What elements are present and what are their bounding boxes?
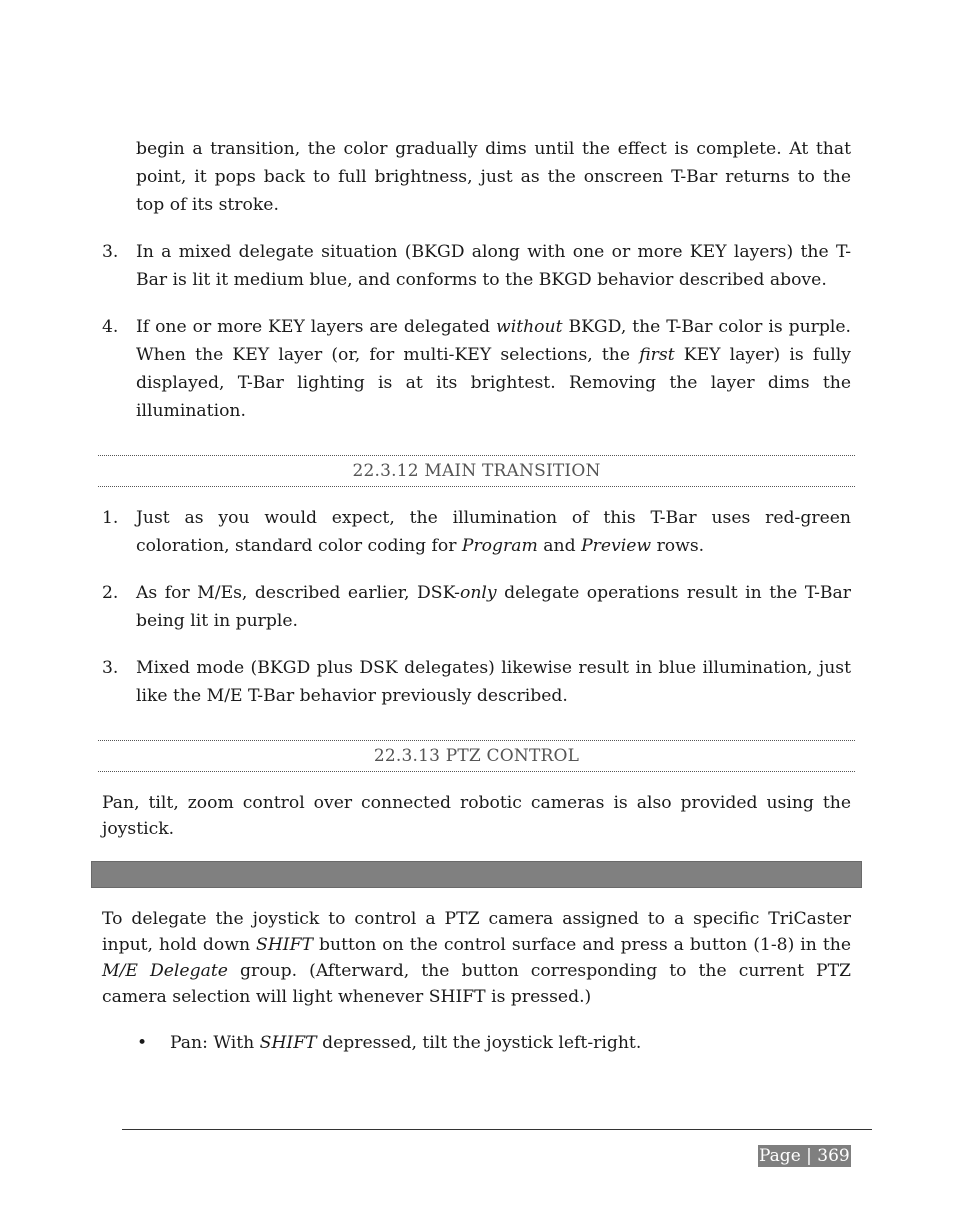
heading-rule-top xyxy=(98,455,855,456)
emphasis-text: SHIFT xyxy=(259,1033,317,1053)
list-item-line xyxy=(136,579,851,607)
emphasis-text: Preview xyxy=(581,536,652,556)
paragraph-line: To delegate the joystick to control a PTZ camera assigned to a specific TriCaster xyxy=(102,909,851,929)
emphasis-text: Program xyxy=(461,536,538,556)
list-item-line xyxy=(136,313,851,341)
paragraph-line: begin a transition, the color gradually dims until the effect is complete. At that xyxy=(136,139,851,159)
text-span: KEY layer) is fully xyxy=(674,345,851,365)
text-span: If one or more KEY layers are delegated xyxy=(136,317,496,337)
paragraph-line xyxy=(102,958,851,984)
gray-separator-band xyxy=(91,861,862,888)
emphasis-text: first xyxy=(639,345,675,365)
paragraph-line: Pan, tilt, zoom control over connected robotic cameras is also provided using the xyxy=(102,793,851,813)
heading-rule-bottom xyxy=(98,486,855,487)
list-item-line xyxy=(136,532,851,560)
list-item-line: being lit in purple. xyxy=(136,611,299,631)
text-span: delegate operations result in the T-Bar xyxy=(496,583,852,603)
list-number: 2. xyxy=(102,583,119,603)
paragraph-line: camera selection will light whenever SHIFT is pressed.) xyxy=(102,987,592,1007)
list-number: 3. xyxy=(102,658,119,678)
section-heading: 22.3.13 PTZ CONTROL xyxy=(373,746,580,766)
paragraph-line xyxy=(102,932,851,958)
paragraph-line: top of its stroke. xyxy=(136,195,279,215)
list-item-line: Mixed mode (BKGD plus DSK delegates) likewise result in blue illumination, just xyxy=(136,658,851,678)
emphasis-text: M/E Delegate xyxy=(102,961,228,981)
emphasis-text: SHIFT xyxy=(256,935,313,955)
text-span: button on the control surface and press a button (1-8) in the xyxy=(313,935,852,955)
list-item-line xyxy=(136,341,851,369)
text-span: input, hold down xyxy=(102,935,257,955)
paragraph-line: point, it pops back to full brightness, just as the onscreen T-Bar returns to the xyxy=(136,167,851,187)
text-span: BKGD, the T-Bar color is purple. xyxy=(562,317,852,337)
text-span: group. (Afterward, the button corresponding to the current PTZ xyxy=(227,961,851,981)
text-span: and xyxy=(537,536,582,556)
text-span: When the KEY layer (or, for multi-KEY selections, the xyxy=(136,345,640,365)
list-item-line: Just as you would expect, the illumination of this T-Bar uses red-green xyxy=(136,508,851,528)
list-number: 4. xyxy=(102,317,119,337)
list-item-line: Bar is lit it medium blue, and conforms to the BKGD behavior described above. xyxy=(136,270,827,290)
list-item-line: In a mixed delegate situation (BKGD along with one or more KEY layers) the T- xyxy=(136,242,851,262)
text-span: Pan: With xyxy=(170,1033,260,1053)
emphasis-text: without xyxy=(496,317,563,337)
bullet-icon: • xyxy=(137,1033,148,1053)
list-number: 3. xyxy=(102,242,119,262)
list-number: 1. xyxy=(102,508,119,528)
heading-rule-bottom xyxy=(98,771,855,772)
text-span: rows. xyxy=(651,536,705,556)
section-heading: 22.3.12 MAIN TRANSITION xyxy=(352,461,601,481)
text-span: depressed, tilt the joystick left-right. xyxy=(316,1033,642,1053)
footer-rule xyxy=(122,1129,872,1130)
bullet-text xyxy=(170,1029,851,1057)
emphasis-text: only xyxy=(459,583,497,603)
page-number: Page | 369 xyxy=(759,1146,850,1166)
list-item-line: illumination. xyxy=(136,401,246,421)
heading-rule-top xyxy=(98,740,855,741)
list-item-line: displayed, T-Bar lighting is at its brightest. Removing the layer dims the xyxy=(136,373,851,393)
paragraph-line: joystick. xyxy=(102,819,175,839)
text-span: As for M/Es, described earlier, DSK- xyxy=(136,583,460,603)
list-item-line: like the M/E T-Bar behavior previously described. xyxy=(136,686,568,706)
text-span: coloration, standard color coding for xyxy=(136,536,462,556)
